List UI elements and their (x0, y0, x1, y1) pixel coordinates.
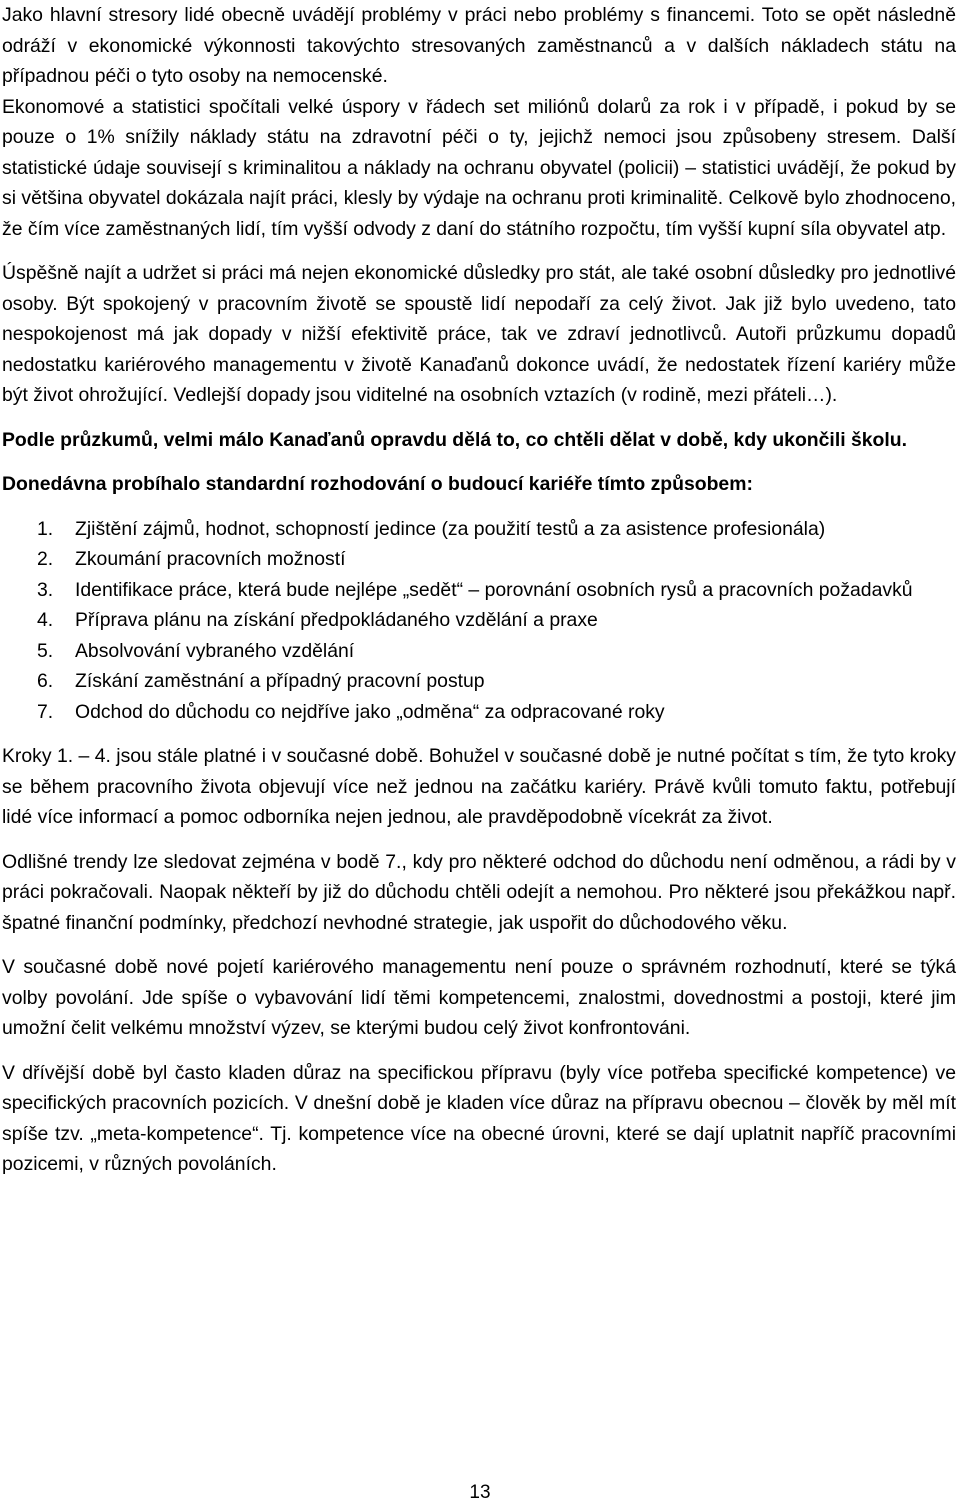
paragraph-retirement-trends: Odlišné trendy lze sledovat zejména v bodě 7., kdy pro některé odchod do důchodu není odměnou, a rádi by v práci pokračovali. Naopak někteří by již do důchodu chtěli odejít a nemohou. Pro některé jsou překážkou např. špatné finanční podmínky, předchozí nevhodné strategie, jak uspořit do důchodového věku. (2, 850, 956, 934)
list-item-text: Získání zaměstnání a případný pracovní postup (75, 670, 485, 692)
paragraph-steps-still-valid: Kroky 1. – 4. jsou stále platné i v současné době. Bohužel v současné době je nutné počítat s tím, že tyto kroky se během pracovního života objevují více než jednou na začátku kariéry. Právě kvůli tomuto faktu, potřebují lidé více informací a pomoc odborníka nejen jednou, ale pravděpodobně vícekrát za život. (2, 745, 956, 828)
list-item (2, 697, 956, 728)
list-item (2, 575, 956, 606)
list-item-number: 3. (37, 578, 54, 601)
list-item (2, 514, 956, 545)
paragraph-new-career-management: V současné době nové pojetí kariérového managementu není pouze o správném rozhodnutí, které se týká volby povolání. Jde spíše o vybavování lidí těmi kompetencemi, znalostmi, dovednostmi a postoji, které jim umožní čelit velkému množství výzev, se kterými budou celý život konfrontováni. (2, 956, 956, 1039)
list-item-text: Identifikace práce, která bude nejlépe „sedět“ – porovnání osobních rysů a pracovních požadavků (75, 578, 913, 601)
list-item-number: 5. (37, 639, 54, 662)
list-item-number: 1. (37, 517, 54, 540)
list-item-number: 4. (37, 609, 54, 631)
list-item-text: Zkoumání pracovních možností (75, 548, 346, 570)
paragraph-stressors: Jako hlavní stresory lidé obecně uvádějí problémy v práci nebo problémy s financemi. Toto se opět následně odráží v ekonomické výkonnosti takovýchto stresovaných zaměstnanců a v dalších nákladech státu na případnou péči o tyto osoby na nemocenské. (2, 4, 956, 87)
career-steps-list (2, 514, 956, 728)
list-item-text: Příprava plánu na získání předpokládaného vzdělání a praxe (75, 609, 598, 631)
paragraph-meta-competences: V dřívější době byl často kladen důraz na specifickou přípravu (byly více potřeba specifické kompetence) ve specifických pracovních pozicích. V dnešní době je kladen více důraz na přípravu obecnou – člověk by měl mít spíše tzv. „meta-kompetence“. Tj. kompetence více na obecné úrovni, které se dají uplatnit napříč pracovními pozicemi, v různých povoláních. (2, 1061, 956, 1175)
list-item (2, 666, 956, 697)
list-item-text: Odchod do důchodu co nejdříve jako „odměna“ za odpracované roky (75, 700, 665, 723)
list-item (2, 636, 956, 667)
list-item-text: Zjištění zájmů, hodnot, schopností jedince (za použití testů a za asistence profesionála) (75, 517, 826, 540)
page-number: 13 (469, 1482, 491, 1503)
paragraph-standard-decision: Donedávna probíhalo standardní rozhodování o budoucí kariéře tímto způsobem: (2, 473, 753, 495)
list-item (2, 544, 956, 575)
list-item-number: 2. (37, 548, 54, 570)
list-item (2, 605, 956, 636)
list-item-text: Absolvování vybraného vzdělání (75, 639, 355, 662)
list-item-number: 7. (37, 700, 54, 723)
list-item-number: 6. (37, 670, 54, 692)
paragraph-survey-finding: Podle průzkumů, velmi málo Kanaďanů opravdu dělá to, co chtěli dělat v době, kdy ukončili školu. (2, 428, 908, 451)
paragraph-career-consequences: Úspěšně najít a udržet si práci má nejen ekonomické důsledky pro stát, ale také osobní důsledky pro jednotlivé osoby. Být spokojený v pracovním životě se spoustě lidí nepodaří za celý život. Jak již bylo uvedeno, tato nespokojenost má jak dopady v nižší efektivitě práce, tak ve zdraví jednotlivců. Autoři průzkumu dopadů nedostatku kariérového managementu v životě Kanaďanů dokonce uvádí, že nedostatek řízení kariéry může být život ohrožující. Vedlejší dopady jsou viditelné na osobních vztazích (v rodině, mezi přáteli…). (2, 262, 956, 406)
paragraph-economists: Ekonomové a statistici spočítali velké úspory v řádech set miliónů dolarů za rok i v případě, i pokud by se pouze o 1% snížily náklady státu na zdravotní péči o ty, jejichž nemoci jsou způsobeny stresem. Další statistické údaje souvisejí s kriminalitou a náklady na ochranu obyvatel (policii) – statistici uvádějí, že pokud by si většina obyvatel dokázala najít práci, klesly by výdaje na ochranu proti kriminalitě. Celkově bylo zhodnoceno, že čím více zaměstnaných lidí, tím vyšší odvody z daní do státního rozpočtu, tím vyšší kupní síla obyvatel atp. (2, 95, 956, 240)
